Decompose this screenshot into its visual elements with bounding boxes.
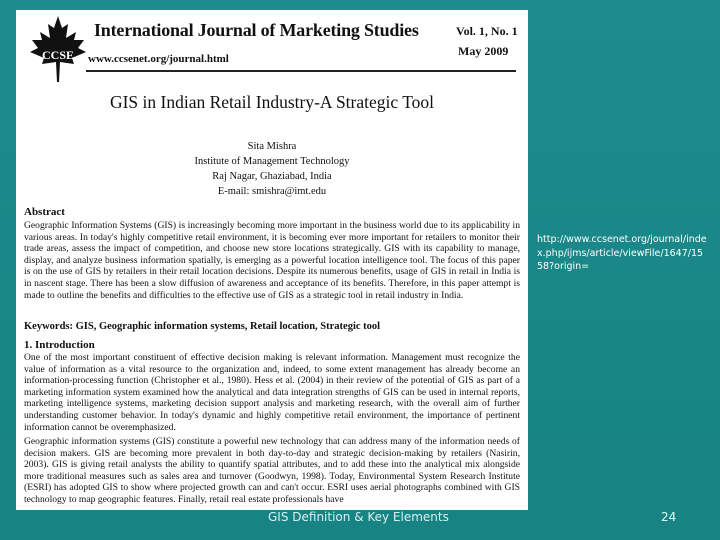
keywords: Keywords: GIS, Geographic information systems, Retail location, Strategic tool: [24, 321, 381, 332]
source-url[interactable]: http://www.ccsenet.org/journal/index.php/ijms/article/viewFile/1647/1558?origin=: [537, 234, 707, 272]
abstract-heading: Abstract: [24, 206, 65, 218]
journal-name: International Journal of Marketing Studies: [94, 20, 419, 40]
logo-text: CCSE: [41, 48, 75, 62]
introduction-heading: 1. Introduction: [24, 339, 95, 351]
article-page-image: [16, 10, 528, 510]
maple-leaf-logo-icon: [26, 14, 90, 84]
journal-date: May 2009: [458, 44, 509, 58]
slide-page-number: 24: [661, 510, 677, 524]
header-rule: [86, 70, 516, 72]
introduction-paragraph-2: Geographic information systems (GIS) constitute a powerful new technology that can address many of the information needs of decision makers. GIS are becoming more prevalent in both day-to-day and strategic decision-making by retailers (Nasirin, 2003). GIS is giving retail analysts the ability to quantify spatial attributes, and to add these into the analytical mix alongside more traditional measures such as sales area and turnover (Goodwyn, 1998). Today, Environmental System Research Institute (ESRI) has adopted GIS to show where projected growth can and can't occur. ESRI uses aerial photographs combined with GIS technology to map geographic features. Finally, retail real estate professionals have: [24, 436, 520, 505]
author-address: Raj Nagar, Ghaziabad, India: [212, 171, 332, 182]
journal-volume: Vol. 1, No. 1: [456, 24, 518, 38]
introduction-paragraph-1: One of the most important constituent of effective decision making is relevant information. Management must recognize the value of information as a vital resource to the organization and, indeed, to some extent management has already become an information-processing function (Christopher et al., 1980). Hess et al. (2004) in their review of the potential of GIS as part of a marketing information system examined how the analytical and data integration strengths of GIS can be used in internal reports, marketing intelligence systems, marketing decision support analysis and marketing research, with the overall aim of further understanding customer behavior. In today's dynamic and highly competitive retail environment, the importance of pertinent information cannot be overemphasized.: [24, 352, 520, 433]
author-email: E-mail: smishra@imt.edu: [217, 186, 327, 197]
journal-url: www.ccsenet.org/journal.html: [88, 53, 229, 65]
abstract-text: Geographic Information Systems (GIS) is increasingly becoming more important in the business world due to its applicability in various areas. In today's highly competitive retail environment, it is becoming ever more important for retailers to monitor their trade areas, assess the impact of competition, and choose new store locations strategically. GIS with its capability to manage, display, and analyze business information spatially, is emerging as a powerful location intelligence tool. The focus of this paper is on the use of GIS by retailers in their retail location decisions. Despite its numerous benefits, usage of GIS in retail in India is in nascent stage. There has been a slow diffusion of awareness and acceptance of its benefits. Therefore, in this paper attempt is made to outline the benefits and difficulties to the effective use of GIS as a strategic tool in retail industry in India.: [24, 220, 520, 301]
article-title: GIS in Indian Retail Industry-A Strategic Tool: [109, 92, 435, 112]
slide-footer-title: GIS Definition & Key Elements: [268, 510, 449, 524]
author-name: Sita Mishra: [247, 141, 297, 152]
author-institution: Institute of Management Technology: [194, 156, 350, 167]
